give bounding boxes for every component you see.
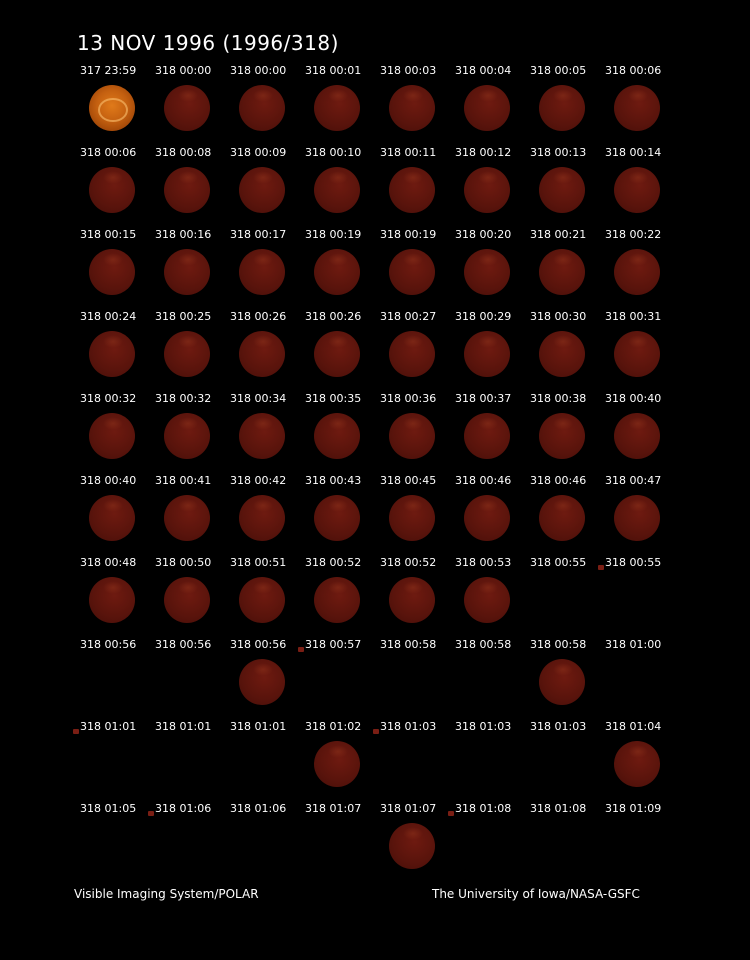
frame-cell [525, 145, 600, 227]
frame-cell [375, 145, 450, 227]
frame-cell [450, 145, 525, 227]
frame-timestamp: 318 00:46 [455, 474, 512, 487]
earth-disk-image [314, 331, 360, 377]
frame-cell [525, 719, 600, 801]
frame-timestamp: 318 00:26 [305, 310, 362, 323]
earth-disk-image [164, 167, 210, 213]
frame-timestamp: 318 00:24 [80, 310, 137, 323]
frame-timestamp: 318 00:09 [230, 146, 287, 159]
frame-cell [600, 555, 675, 637]
earth-disk-image [239, 495, 285, 541]
frame-cell [525, 801, 600, 883]
frame-cell [150, 473, 225, 555]
frame-timestamp: 318 00:48 [80, 556, 137, 569]
frame-cell [600, 309, 675, 391]
frame-cell [300, 637, 375, 719]
earth-disk-image [164, 495, 210, 541]
frame-cell [375, 227, 450, 309]
image-fragment [373, 729, 379, 734]
frame-cell [525, 309, 600, 391]
earth-disk-image [614, 741, 660, 787]
frame-timestamp: 318 00:15 [80, 228, 137, 241]
earth-disk-image [314, 413, 360, 459]
frame-timestamp: 318 00:52 [380, 556, 437, 569]
frame-cell [225, 637, 300, 719]
earth-disk-image [164, 249, 210, 295]
frame-timestamp: 318 00:17 [230, 228, 287, 241]
frame-timestamp: 318 00:32 [80, 392, 137, 405]
frame-timestamp: 317 23:59 [80, 64, 137, 77]
frame-cell [375, 63, 450, 145]
frame-timestamp: 318 00:42 [230, 474, 287, 487]
frame-timestamp: 318 00:40 [80, 474, 137, 487]
frame-cell [75, 555, 150, 637]
frame-cell [300, 555, 375, 637]
earth-disk-image [539, 85, 585, 131]
frame-timestamp: 318 00:27 [380, 310, 437, 323]
frame-timestamp: 318 00:47 [605, 474, 662, 487]
earth-disk-image [464, 85, 510, 131]
frame-timestamp: 318 00:45 [380, 474, 437, 487]
frame-cell [600, 801, 675, 883]
frame-cell [150, 309, 225, 391]
earth-disk-image [389, 331, 435, 377]
earth-disk-image [389, 577, 435, 623]
frame-cell [300, 391, 375, 473]
frame-timestamp: 318 00:13 [530, 146, 587, 159]
frame-cell [75, 637, 150, 719]
frame-timestamp: 318 00:58 [530, 638, 587, 651]
earth-disk-image [539, 167, 585, 213]
earth-disk-image [314, 577, 360, 623]
frame-timestamp: 318 00:00 [155, 64, 212, 77]
frame-cell [225, 391, 300, 473]
frame-timestamp: 318 01:03 [380, 720, 437, 733]
frame-cell [600, 637, 675, 719]
frame-timestamp: 318 00:14 [605, 146, 662, 159]
frame-timestamp: 318 00:19 [305, 228, 362, 241]
frame-timestamp: 318 00:12 [455, 146, 512, 159]
frame-timestamp: 318 00:16 [155, 228, 212, 241]
frame-timestamp: 318 00:56 [230, 638, 287, 651]
earth-disk-image [464, 495, 510, 541]
frame-cell [75, 227, 150, 309]
earth-disk-image [239, 659, 285, 705]
frame-cell [450, 555, 525, 637]
frame-cell [375, 719, 450, 801]
earth-disk-image [164, 577, 210, 623]
frame-cell [150, 63, 225, 145]
frame-cell [525, 227, 600, 309]
frame-timestamp: 318 00:58 [380, 638, 437, 651]
earth-disk-image [614, 167, 660, 213]
earth-disk-image [89, 577, 135, 623]
frame-cell [450, 227, 525, 309]
earth-disk-image [389, 495, 435, 541]
frame-cell [150, 227, 225, 309]
frame-timestamp: 318 01:06 [230, 802, 287, 815]
frame-cell [600, 227, 675, 309]
frame-timestamp: 318 00:25 [155, 310, 212, 323]
earth-disk-image [389, 85, 435, 131]
earth-disk-bright-image [89, 85, 135, 131]
frame-timestamp: 318 00:56 [155, 638, 212, 651]
frame-timestamp: 318 00:46 [530, 474, 587, 487]
earth-disk-image [389, 413, 435, 459]
earth-disk-image [539, 249, 585, 295]
earth-disk-image [89, 495, 135, 541]
frame-cell [225, 555, 300, 637]
frame-timestamp: 318 00:06 [605, 64, 662, 77]
frame-cell [300, 227, 375, 309]
frame-timestamp: 318 01:07 [305, 802, 362, 815]
earth-disk-image [464, 577, 510, 623]
earth-disk-image [239, 167, 285, 213]
frame-timestamp: 318 01:06 [155, 802, 212, 815]
frame-timestamp: 318 00:56 [80, 638, 137, 651]
earth-disk-image [164, 413, 210, 459]
frame-timestamp: 318 01:02 [305, 720, 362, 733]
frame-timestamp: 318 00:34 [230, 392, 287, 405]
footer-instrument-credit: Visible Imaging System/POLAR [74, 887, 259, 901]
frame-timestamp: 318 00:51 [230, 556, 287, 569]
frame-cell [150, 555, 225, 637]
frame-timestamp: 318 01:01 [80, 720, 137, 733]
frame-cell [450, 63, 525, 145]
frame-timestamp: 318 00:30 [530, 310, 587, 323]
frame-timestamp: 318 01:08 [455, 802, 512, 815]
frame-cell [225, 309, 300, 391]
image-fragment [73, 729, 79, 734]
earth-disk-image [539, 495, 585, 541]
frame-cell [525, 473, 600, 555]
earth-disk-image [89, 249, 135, 295]
frame-cell [375, 801, 450, 883]
frame-cell [600, 473, 675, 555]
frame-cell [225, 801, 300, 883]
image-fragment [598, 565, 604, 570]
earth-disk-image [239, 85, 285, 131]
frame-timestamp: 318 01:09 [605, 802, 662, 815]
frame-cell [150, 719, 225, 801]
frame-timestamp: 318 00:50 [155, 556, 212, 569]
frame-cell [450, 637, 525, 719]
frame-cell [300, 801, 375, 883]
frame-timestamp: 318 00:32 [155, 392, 212, 405]
earth-disk-image [614, 249, 660, 295]
frame-cell [150, 801, 225, 883]
frame-cell [300, 473, 375, 555]
frame-cell [75, 801, 150, 883]
frame-timestamp: 318 01:00 [605, 638, 662, 651]
earth-disk-image [314, 495, 360, 541]
frame-timestamp: 318 00:37 [455, 392, 512, 405]
frame-cell [375, 391, 450, 473]
earth-disk-image [314, 741, 360, 787]
earth-disk-image [164, 331, 210, 377]
frame-cell [375, 473, 450, 555]
frame-cell [150, 391, 225, 473]
earth-disk-image [539, 413, 585, 459]
image-fragment [148, 811, 154, 816]
frame-cell [75, 391, 150, 473]
earth-disk-image [89, 167, 135, 213]
frame-timestamp: 318 00:58 [455, 638, 512, 651]
frame-cell [75, 473, 150, 555]
frame-cell [300, 719, 375, 801]
frame-timestamp: 318 00:52 [305, 556, 362, 569]
frame-cell [300, 145, 375, 227]
frame-timestamp: 318 00:19 [380, 228, 437, 241]
frame-timestamp: 318 00:29 [455, 310, 512, 323]
frame-cell [375, 555, 450, 637]
earth-disk-image [614, 331, 660, 377]
frame-timestamp: 318 00:03 [380, 64, 437, 77]
frame-cell [525, 391, 600, 473]
frame-timestamp: 318 00:53 [455, 556, 512, 569]
frame-cell [150, 145, 225, 227]
earth-disk-image [464, 167, 510, 213]
earth-disk-image [89, 413, 135, 459]
frame-cell [525, 637, 600, 719]
image-fragment [448, 811, 454, 816]
frame-cell [75, 719, 150, 801]
frame-timestamp: 318 00:35 [305, 392, 362, 405]
frame-cell [600, 63, 675, 145]
earth-disk-image [464, 413, 510, 459]
frame-timestamp: 318 00:01 [305, 64, 362, 77]
frame-timestamp: 318 01:08 [530, 802, 587, 815]
frame-timestamp: 318 00:57 [305, 638, 362, 651]
frame-cell [375, 637, 450, 719]
earth-disk-image [314, 249, 360, 295]
earth-disk-image [389, 167, 435, 213]
frame-timestamp: 318 00:43 [305, 474, 362, 487]
frame-timestamp: 318 00:10 [305, 146, 362, 159]
frame-cell [375, 309, 450, 391]
frame-cell [600, 719, 675, 801]
frame-timestamp: 318 00:11 [380, 146, 437, 159]
frame-cell [225, 473, 300, 555]
frame-cell [300, 63, 375, 145]
frame-timestamp: 318 00:00 [230, 64, 287, 77]
image-fragment [298, 647, 304, 652]
frame-cell [450, 391, 525, 473]
footer-institution-credit: The University of Iowa/NASA-GSFC [432, 887, 640, 901]
frame-cell [450, 473, 525, 555]
earth-disk-image [539, 659, 585, 705]
frame-cell [450, 719, 525, 801]
frame-cell [450, 309, 525, 391]
frame-cell [225, 63, 300, 145]
frame-cell [225, 145, 300, 227]
earth-disk-image [89, 331, 135, 377]
frame-timestamp: 318 01:04 [605, 720, 662, 733]
earth-disk-image [389, 249, 435, 295]
earth-disk-image [539, 331, 585, 377]
frame-cell [75, 309, 150, 391]
frame-timestamp: 318 00:31 [605, 310, 662, 323]
earth-disk-image [614, 413, 660, 459]
earth-disk-image [614, 85, 660, 131]
earth-disk-image [464, 249, 510, 295]
frame-cell [600, 145, 675, 227]
frame-timestamp: 318 00:08 [155, 146, 212, 159]
earth-disk-image [239, 331, 285, 377]
frame-timestamp: 318 00:55 [605, 556, 662, 569]
earth-disk-image [314, 85, 360, 131]
page-title: 13 NOV 1996 (1996/318) [77, 31, 339, 55]
frame-timestamp: 318 00:26 [230, 310, 287, 323]
earth-disk-image [239, 249, 285, 295]
frame-timestamp: 318 01:03 [455, 720, 512, 733]
frame-timestamp: 318 00:40 [605, 392, 662, 405]
frame-timestamp: 318 00:38 [530, 392, 587, 405]
earth-disk-image [239, 577, 285, 623]
frame-cell [225, 719, 300, 801]
frame-timestamp: 318 00:22 [605, 228, 662, 241]
frame-timestamp: 318 01:01 [155, 720, 212, 733]
image-grid [75, 63, 675, 883]
frame-timestamp: 318 00:06 [80, 146, 137, 159]
frame-cell [75, 145, 150, 227]
frame-cell [525, 555, 600, 637]
frame-timestamp: 318 00:21 [530, 228, 587, 241]
frame-timestamp: 318 01:07 [380, 802, 437, 815]
frame-cell [75, 63, 150, 145]
frame-timestamp: 318 00:36 [380, 392, 437, 405]
frame-cell [150, 637, 225, 719]
earth-disk-image [239, 413, 285, 459]
frame-cell [450, 801, 525, 883]
frame-timestamp: 318 00:41 [155, 474, 212, 487]
frame-timestamp: 318 00:20 [455, 228, 512, 241]
earth-disk-image [464, 331, 510, 377]
frame-timestamp: 318 00:55 [530, 556, 587, 569]
frame-cell [300, 309, 375, 391]
frame-timestamp: 318 01:01 [230, 720, 287, 733]
frame-cell [525, 63, 600, 145]
frame-timestamp: 318 01:05 [80, 802, 137, 815]
earth-disk-image [614, 495, 660, 541]
frame-timestamp: 318 01:03 [530, 720, 587, 733]
earth-disk-image [389, 823, 435, 869]
frame-cell [225, 227, 300, 309]
earth-disk-image [164, 85, 210, 131]
earth-disk-image [314, 167, 360, 213]
frame-timestamp: 318 00:04 [455, 64, 512, 77]
frame-timestamp: 318 00:05 [530, 64, 587, 77]
frame-cell [600, 391, 675, 473]
